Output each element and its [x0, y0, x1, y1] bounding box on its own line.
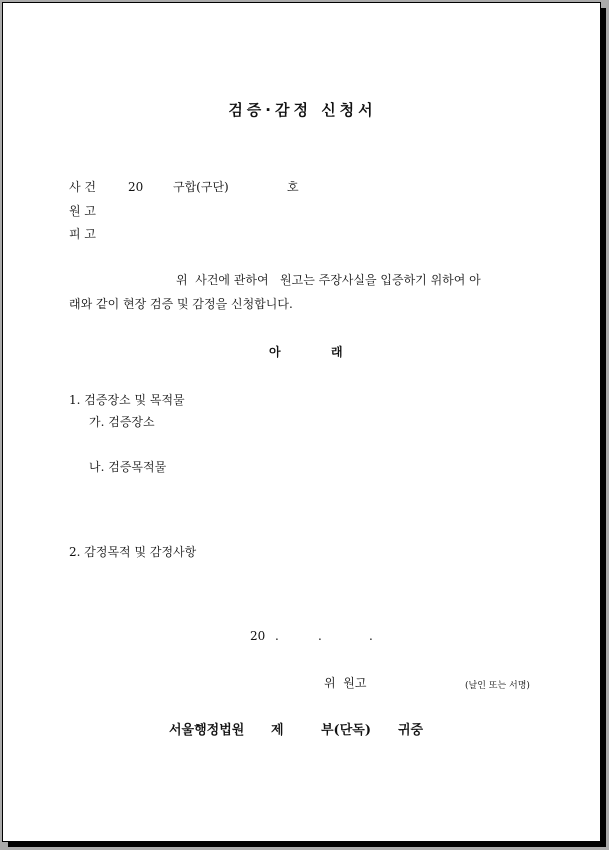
- body-line-2: 래와 같이 현장 검증 및 감정을 신청합니다.: [69, 297, 293, 311]
- court-name: 서울행정법원: [169, 723, 245, 738]
- case-year-prefix: 20: [128, 180, 144, 194]
- date-dot-3: .: [369, 629, 373, 643]
- page-shadow-bottom: [8, 842, 606, 847]
- heading-below-right: 래: [331, 345, 343, 359]
- seal-note: (날인 또는 서명): [465, 681, 530, 691]
- signature-label: 위 원고: [324, 676, 367, 690]
- document-page: [2, 2, 601, 842]
- date-dot-1: .: [275, 629, 279, 643]
- page-shadow-right: [601, 8, 606, 847]
- defendant-label: 피 고: [69, 227, 96, 241]
- court-division-suffix: 부(단독): [321, 723, 371, 738]
- body-line-1: 위 사건에 관하여 원고는 주장사실을 입증하기 위하여 아: [176, 273, 481, 287]
- case-type: 구합(구단): [173, 180, 229, 194]
- section-1-title: 1. 검증장소 및 목적물: [69, 393, 185, 407]
- case-number-suffix: 호: [287, 180, 299, 194]
- plaintiff-label: 원 고: [69, 204, 96, 218]
- section-1-item-a: 가. 검증장소: [89, 415, 155, 429]
- case-label: 사 건: [69, 180, 96, 194]
- court-division-prefix: 제: [271, 723, 284, 738]
- section-1-item-b: 나. 검증목적물: [89, 460, 167, 474]
- court-closing: 귀중: [398, 723, 424, 738]
- heading-below-left: 아: [269, 345, 281, 359]
- date-dot-2: .: [318, 629, 322, 643]
- document-title: 검증·감정 신청서: [228, 101, 377, 119]
- section-2-title: 2. 감정목적 및 감정사항: [69, 545, 197, 559]
- date-year-prefix: 20: [250, 629, 266, 643]
